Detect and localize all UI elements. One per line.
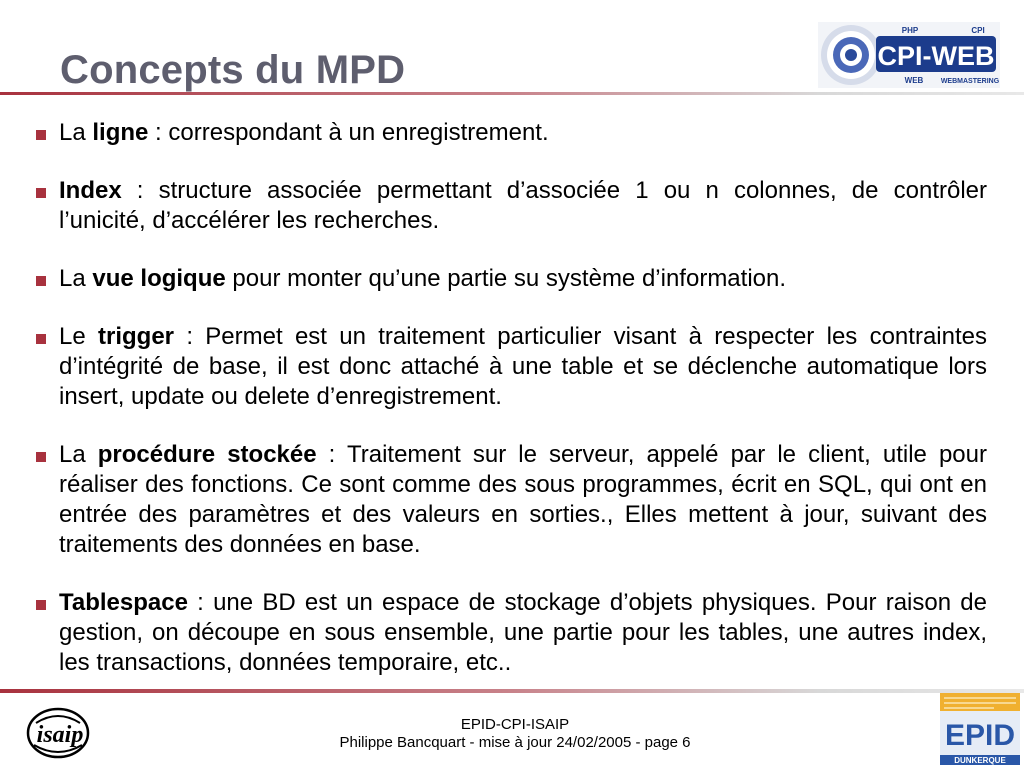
- bullet-list: [32, 118, 987, 706]
- title-divider: [0, 92, 1024, 95]
- bullet-tablespace: Tablespace : une BD est un espace de stockage d’objets physiques. Pour raison de gestion, on découpe en sous ensemble, une partie pour les tables, une autres index, les transactions, données temporaire, etc..: [32, 588, 987, 678]
- svg-text:DUNKERQUE: DUNKERQUE: [954, 756, 1006, 765]
- isaip-logo: [20, 705, 102, 761]
- svg-text:WEBMASTERING: WEBMASTERING: [940, 78, 1000, 85]
- term-ligne: ligne: [92, 119, 149, 146]
- footer-line-2: Philippe Bancquart - mise à jour 24/02/2005 - page 6: [339, 734, 691, 751]
- footer-divider: [0, 689, 1024, 693]
- square-bullet-icon: [36, 188, 46, 198]
- square-bullet-icon: [36, 334, 46, 344]
- epid-logo: [938, 693, 1022, 765]
- square-bullet-icon: [36, 130, 46, 140]
- bullet-vue-logique: La vue logique pour monter qu’une partie su système d’information.: [32, 264, 987, 294]
- slide-title: Concepts du MPD: [60, 48, 406, 92]
- square-bullet-icon: [36, 276, 46, 286]
- svg-text:PHP: PHP: [901, 26, 919, 35]
- bullet-trigger: Le trigger : Permet est un traitement particulier visant à respecter les contraintes d’intégrité de base, il est donc attaché à une table et se déclenche automatique lors insert, update ou delete d’enregistrement.: [32, 322, 987, 412]
- svg-text:CPI-WEB: CPI-WEB: [877, 41, 995, 71]
- bullet-ligne: La ligne : correspondant à un enregistrement.: [32, 118, 987, 148]
- bullet-procedure-stockee: La procédure stockée : Traitement sur le serveur, appelé par le client, utile pour réaliser des fonctions. Ce sont comme des sous programmes, écrit en SQL, qui ont en entrée des paramètres et des valeurs en sorties., Elles mettent à jour, suivant des traitements des données en base.: [32, 440, 987, 560]
- term-tablespace: Tablespace: [59, 589, 188, 616]
- svg-text:WEB: WEB: [904, 76, 924, 85]
- square-bullet-icon: [36, 452, 46, 462]
- term-procedure-stockee: procédure stockée: [97, 441, 317, 468]
- footer-line-1: EPID-CPI-ISAIP: [460, 716, 570, 733]
- term-vue-logique: vue logique: [92, 265, 226, 292]
- term-index: Index: [59, 177, 122, 204]
- svg-text:CPI: CPI: [971, 26, 985, 35]
- svg-text:EPID: EPID: [944, 719, 1016, 752]
- term-trigger: trigger: [98, 323, 175, 350]
- bullet-index: Index : structure associée permettant d’associée 1 ou n colonnes, de contrôler l’unicité, d’accélérer les recherches.: [32, 176, 987, 236]
- footer: [300, 716, 730, 752]
- svg-text:isaip: isaip: [36, 722, 84, 748]
- square-bullet-icon: [36, 600, 46, 610]
- cpi-web-logo: [818, 22, 1000, 88]
